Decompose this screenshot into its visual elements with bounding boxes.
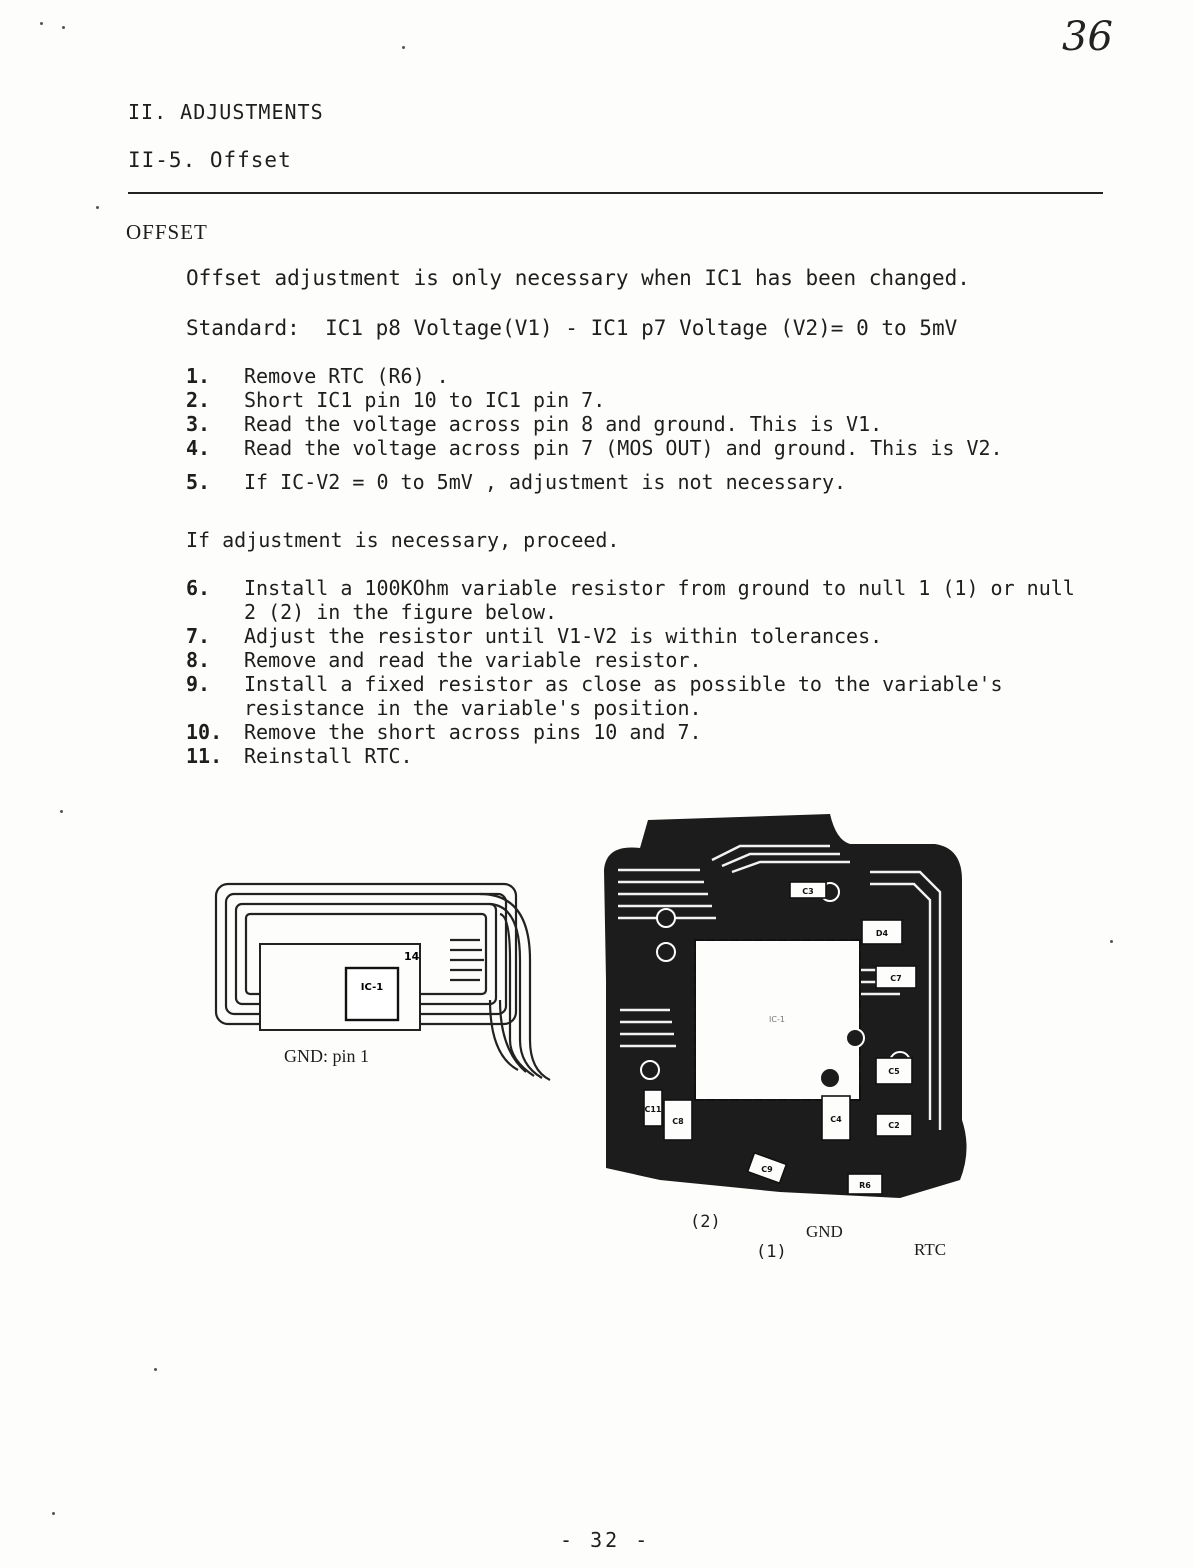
list-item — [186, 436, 1114, 460]
step-text: If IC-V2 = 0 to 5mV , adjustment is not necessary. — [244, 470, 847, 494]
right-pcb-figure — [600, 800, 1000, 1220]
null-1-label: (1) — [756, 1242, 787, 1262]
step-text: Adjust the resistor until V1-V2 is within tolerances. — [244, 624, 883, 648]
step-number: 8. — [186, 648, 211, 672]
proceed-line: If adjustment is necessary, proceed. — [186, 528, 620, 552]
step-text: Read the voltage across pin 7 (MOS OUT) and ground. This is V2. — [244, 436, 1003, 460]
step-text: Remove RTC (R6) . — [244, 364, 449, 388]
list-item — [186, 388, 1114, 412]
page-corner-number: 36 — [1062, 14, 1113, 60]
list-item — [186, 648, 1114, 672]
scan-speck — [402, 46, 405, 49]
scan-speck — [154, 1368, 157, 1371]
step-number: 6. — [186, 576, 211, 600]
gnd-label: GND — [806, 1222, 843, 1241]
section-heading: II. ADJUSTMENTS — [128, 100, 324, 124]
list-item — [186, 470, 1114, 494]
scan-speck — [60, 810, 63, 813]
list-item — [186, 364, 1114, 388]
component-label: C5 — [888, 1067, 900, 1076]
step-number: 4. — [186, 436, 211, 460]
step-number: 11. — [186, 744, 223, 768]
step-number: 2. — [186, 388, 211, 412]
null-2-label: (2) — [690, 1212, 721, 1232]
step-text: Install a 100KOhm variable resistor from ground to null 1 (1) or null 2 (2) in the figure below. — [244, 576, 1087, 624]
scan-speck — [40, 22, 43, 25]
standard-line: Standard: IC1 p8 Voltage(V1) - IC1 p7 Voltage (V2)= 0 to 5mV — [186, 316, 958, 340]
step-number: 9. — [186, 672, 211, 696]
list-item — [186, 720, 1114, 744]
list-item — [186, 576, 1114, 624]
scan-speck — [1110, 940, 1113, 943]
component-label: C4 — [830, 1115, 842, 1124]
scan-speck — [62, 26, 65, 29]
step-text: Install a fixed resistor as close as possible to the variable's resistance in the variable's position. — [244, 672, 1015, 720]
component-label: C8 — [672, 1117, 684, 1126]
pin-14-label: 14 — [404, 950, 420, 963]
rtc-label: RTC — [914, 1240, 947, 1259]
ic-1-chip — [346, 968, 398, 1020]
component-label: C9 — [761, 1165, 773, 1174]
list-item — [186, 744, 1114, 768]
page-number: - 32 - — [560, 1528, 651, 1552]
step-number: 5. — [186, 470, 211, 494]
component-label: C11 — [644, 1105, 662, 1114]
list-item — [186, 624, 1114, 648]
intro-paragraph: Offset adjustment is only necessary when IC1 has been changed. — [186, 266, 970, 290]
steps-list-b — [186, 576, 1114, 768]
step-text: Remove and read the variable resistor. — [244, 648, 702, 672]
step-number: 3. — [186, 412, 211, 436]
scan-speck — [96, 206, 99, 209]
component-label: D4 — [875, 929, 889, 938]
steps-list-a — [186, 364, 1114, 494]
ic-1-label: IC-1 — [360, 982, 384, 993]
chip-marking: IC-1 — [769, 1015, 785, 1024]
component-label: R6 — [859, 1181, 871, 1190]
component-label: C7 — [890, 974, 902, 983]
list-item — [186, 672, 1114, 720]
step-text: Read the voltage across pin 8 and ground. This is V1. — [244, 412, 883, 436]
step-text: Short IC1 pin 10 to IC1 pin 7. — [244, 388, 606, 412]
left-pcb-figure — [200, 850, 560, 1090]
offset-heading: OFFSET — [126, 220, 208, 244]
header-rule — [128, 192, 1103, 194]
component-label: C3 — [802, 887, 814, 896]
step-number: 10. — [186, 720, 223, 744]
scan-speck — [52, 1512, 55, 1515]
list-item — [186, 412, 1114, 436]
subsection-heading: II-5. Offset — [128, 148, 292, 172]
step-text: Reinstall RTC. — [244, 744, 413, 768]
step-number: 7. — [186, 624, 211, 648]
component-label: C2 — [888, 1121, 900, 1130]
step-text: Remove the short across pins 10 and 7. — [244, 720, 702, 744]
step-number: 1. — [186, 364, 211, 388]
gnd-pin-caption: GND: pin 1 — [284, 1046, 369, 1066]
